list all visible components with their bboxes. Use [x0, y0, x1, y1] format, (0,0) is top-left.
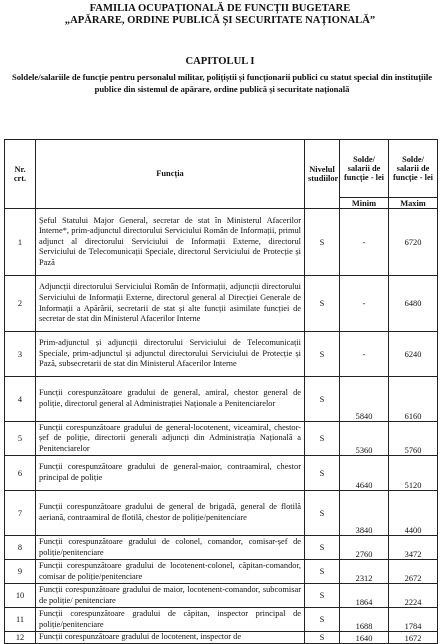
row-number: 11	[5, 608, 36, 632]
row-maxim: 6720	[389, 209, 438, 276]
family-title: FAMILIA OCUPAȚIONALĂ DE FUNCȚII BUGETARE	[89, 3, 351, 14]
header-solde-max: Solde/ salarii de funcție - lei	[389, 140, 438, 198]
table-row	[5, 332, 438, 377]
row-functia: Funcții corespunzătoare gradului de general, amiral, chestor general de poliție, directorul general al Administrației Naționale a Penitenciarelor	[36, 377, 305, 422]
row-number: 8	[5, 536, 36, 560]
row-functia: Adjuncții directorului Serviciului Român de Informații, adjuncții directorului Serviciului de Informații Externe, directorul general al Direcției Generale de Informații a Apărării, secretarii de stat și alte funcții asimilate funcției de secretar de stat din Ministerul Afacerilor Interne	[36, 276, 305, 332]
row-nivel: S	[305, 422, 340, 456]
header-functia: Funcția	[36, 140, 305, 209]
row-functia: Funcții corespunzătoare gradului de general-locotenent, viceamiral, chestor-șef de poliție, directorii generali adjuncți din Administrația Națională a Penitenciarelor	[36, 422, 305, 456]
row-nivel: S	[305, 608, 340, 632]
row-maxim: 4400	[389, 491, 438, 536]
row-maxim: 6160	[389, 377, 438, 422]
row-number: 12	[5, 632, 36, 644]
header-maxim: Maxim	[389, 198, 438, 209]
row-minim: -	[340, 276, 389, 332]
chapter-subtitle: Soldele/salariile de funcție pentru personalul militar, polițiștii și funcționarii publici cu statut special din instituțiile publice din sistemul de apărare, ordine publică și securitate națională	[11, 72, 433, 94]
row-nivel: S	[305, 209, 340, 276]
row-minim: 5360	[340, 422, 389, 456]
row-maxim: 2672	[389, 560, 438, 584]
row-number: 2	[5, 276, 36, 332]
table-row	[5, 422, 438, 456]
row-functia: Funcții corespunzătoare gradului de general-maior, contraamiral, chestor principal de poliție	[36, 456, 305, 491]
row-nivel: S	[305, 536, 340, 560]
row-minim: 5840	[340, 377, 389, 422]
header-nr: Nr. crt.	[5, 140, 36, 209]
row-minim: -	[340, 209, 389, 276]
row-functia: Funcții corespunzătoare gradului de general de brigadă, general de flotilă aeriană, contraamiral de flotilă, chestor de poliție/penitenciare	[36, 491, 305, 536]
table-row	[5, 276, 438, 332]
table-row	[5, 632, 438, 644]
row-number: 1	[5, 209, 36, 276]
row-functia: Funcții corespunzătoare gradului de căpitan, inspector principal de poliție/penitenciare	[36, 608, 305, 632]
table-row	[5, 491, 438, 536]
chapter-title: CAPITOLUL I	[185, 56, 255, 67]
row-functia: Prim-adjunctul și adjuncții directorului Serviciului de Telecomunicații Speciale, prim-adjunctul și adjunctul directorului Serviciului de Protecție și Pază, subsecretarii de stat din Ministerul Afacerilor Interne	[36, 332, 305, 377]
row-nivel: S	[305, 491, 340, 536]
header-solde-min: Solde/ salarii de funcție - lei	[340, 140, 389, 198]
row-functia: Funcții corespunzătoare gradului de colonel, comandor, comisar-șef de poliție/penitenciare	[36, 536, 305, 560]
row-minim: 1640	[340, 632, 389, 644]
row-nivel: S	[305, 456, 340, 491]
table-row	[5, 377, 438, 422]
row-maxim: 1784	[389, 608, 438, 632]
row-maxim: 5120	[389, 456, 438, 491]
row-functia: Funcții corespunzătoare gradului de maior, locotenent-comandor, subcomisar de poliție/ penitenciare	[36, 584, 305, 608]
row-functia: Șeful Statului Major General, secretar de stat în Ministerul Afacerilor Interne*, prim-adjunctul directorului Serviciului Român de Informații, primul adjunct al directorului Serviciului de Informații Externe, directorul Serviciului de Telecomunicații Speciale, directorul Serviciului de Protecție și Pază	[36, 209, 305, 276]
row-maxim: 3472	[389, 536, 438, 560]
table-row	[5, 608, 438, 632]
row-minim: 4640	[340, 456, 389, 491]
family-subtitle: „APĂRARE, ORDINE PUBLICĂ ȘI SECURITATE NAȚIONALĂ”	[64, 15, 376, 26]
row-maxim: 6240	[389, 332, 438, 377]
row-maxim: 5760	[389, 422, 438, 456]
table-row	[5, 536, 438, 560]
table-row	[5, 209, 438, 276]
row-minim: 2760	[340, 536, 389, 560]
row-nivel: S	[305, 584, 340, 608]
row-maxim: 6480	[389, 276, 438, 332]
table-row	[5, 584, 438, 608]
row-minim: 3840	[340, 491, 389, 536]
row-nivel: S	[305, 276, 340, 332]
row-maxim: 1672	[389, 632, 438, 644]
row-number: 7	[5, 491, 36, 536]
row-number: 4	[5, 377, 36, 422]
header-nivel: Nivelul studiilor	[305, 140, 340, 209]
row-minim: 1864	[340, 584, 389, 608]
row-nivel: S	[305, 332, 340, 377]
row-minim: -	[340, 332, 389, 377]
row-maxim: 2224	[389, 584, 438, 608]
salary-table	[4, 139, 438, 644]
row-functia: Funcții corespunzătoare gradului de locotenent-colonel, căpitan-comandor, comisar de poliție/penitenciare	[36, 560, 305, 584]
row-number: 5	[5, 422, 36, 456]
row-number: 9	[5, 560, 36, 584]
row-minim: 2312	[340, 560, 389, 584]
row-nivel: S	[305, 377, 340, 422]
row-functia: Funcții corespunzătoare gradului de locotenent, inspector de	[36, 632, 305, 644]
row-number: 6	[5, 456, 36, 491]
table-row	[5, 560, 438, 584]
row-number: 3	[5, 332, 36, 377]
header-minim: Minim	[340, 198, 389, 209]
row-minim: 1688	[340, 608, 389, 632]
table-row	[5, 456, 438, 491]
row-nivel: S	[305, 560, 340, 584]
row-number: 10	[5, 584, 36, 608]
row-nivel: S	[305, 632, 340, 644]
